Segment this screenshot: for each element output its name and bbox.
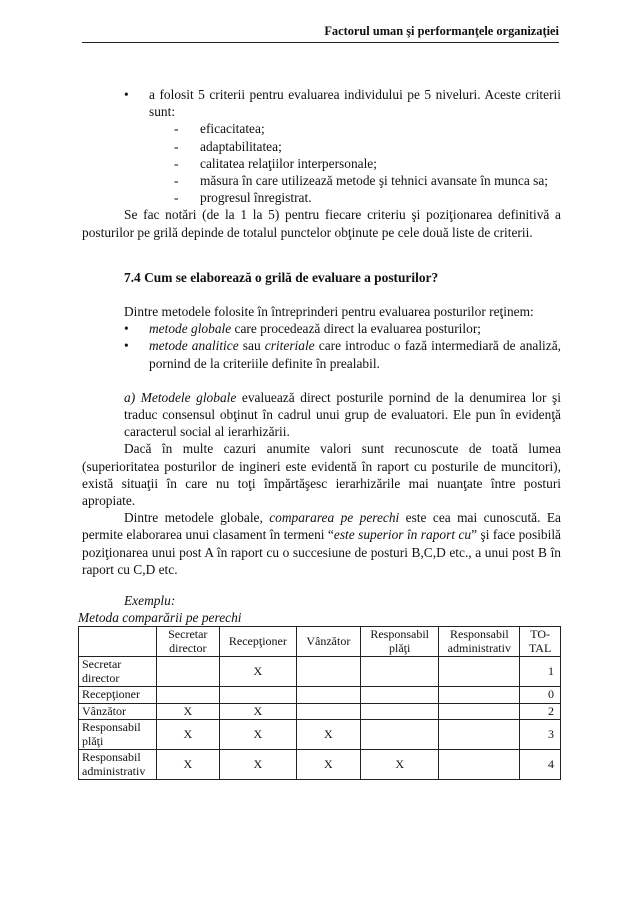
table-row: Responsabil plăţi X X X 3 [79,720,561,750]
example-label: Exemplu: [124,593,176,609]
comparison-table [78,626,561,780]
table-header-cell: Secretar director [156,627,220,657]
table-header-cell: TO-TAL [520,627,561,657]
row-total: 0 [520,687,561,704]
criteria-item: - măsura în care utilizează metode şi tehnici avansate în munca sa; [174,173,549,189]
table-header-cell [79,627,157,657]
bullet-icon: • [124,321,129,337]
page-header: Factorul uman şi performanţele organizaţiei [82,24,559,43]
bullet-criteria [82,86,561,120]
table-header-cell: Recepţioner [220,627,297,657]
table-row: Secretar director X 1 [79,657,561,687]
row-total: 2 [520,703,561,720]
paragraph-values: Dacă în multe cazuri anumite valori sunt recunoscute de toată lumea (superioritatea posturilor de ingineri este evidentă în raport cu posturile de muncitori), există situaţii în care nu toţi împărtăşesc ierarhizările mai nuanţate între posturi apropiate. [82,441,561,509]
criteria-item: - progresul înregistrat. [174,190,312,206]
row-label: Vânzător [79,703,157,720]
criteria-item: - calitatea relaţiilor interpersonale; [174,155,377,171]
row-total: 1 [520,657,561,687]
paragraph-compare: Dintre metodele globale, compararea pe perechi este cea mai cunoscută. Ea permite elaborarea unui clasament în termeni “este superior în raport cu” şi face posibilă poziţionarea unui post A în raport cu o succesiune de posturi B,C,D etc., a unui post B în raport cu C,D etc. [82,510,562,577]
row-total: 4 [520,750,561,780]
method-item: • metode globale care procedează direct la evaluarea posturilor; [124,321,481,337]
table-row: Vânzător X X 2 [79,703,561,720]
table-header-row [79,627,561,657]
row-total: 3 [520,720,561,750]
bullet-icon: • [124,338,129,354]
row-label: Responsabil plăţi [79,720,157,750]
bullet-icon: • [124,87,129,102]
table-title: Metoda comparării pe perechi [78,610,242,626]
row-label: Responsabil administrativ [79,750,157,780]
section-title: 7.4 Cum se elaborează o grilă de evaluare a posturilor? [124,269,439,285]
paragraph-global: a) Metodele globale evaluează direct posturile pornind de la denumirea lor şi traduc consensul obţinut în cadrul unui grup de evaluatori. Ele pun în evidenţă caracterul social al ierarhizării. [124,389,561,440]
table-header-cell: Responsabil plăţi [360,627,438,657]
method-item: • metode analitice sau criteriale care introduc o fază intermediară de analiză, pornind de la criteriile definite în prealabil. [124,338,562,371]
row-label: Recepţioner [79,687,157,704]
criteria-item: - eficacitatea; [174,121,265,137]
table-row [79,687,561,704]
dash-icon: - [174,121,179,137]
dash-icon: - [174,138,179,154]
paragraph-intro: Dintre metodele folosite în întreprinderi pentru evaluarea posturilor reţinem: [124,304,534,320]
bullet-text: a folosit 5 criterii pentru evaluarea individului pe 5 niveluri. Aceste criterii sunt: [149,87,561,120]
criteria-item: - adaptabilitatea; [174,138,282,154]
paragraph-notes: Se fac notări (de la 1 la 5) pentru fiecare criteriu şi poziţionarea definitivă a posturilor pe grilă depinde de totalul punctelor obţinute pe cele două liste de criterii. [82,207,561,240]
table-header-cell: Responsabil administrativ [439,627,520,657]
dash-icon: - [174,173,179,189]
table-header-cell: Vânzător [296,627,360,657]
dash-icon: - [174,190,179,206]
row-label: Secretar director [79,657,157,687]
table-row: Responsabil administrativ X X X X 4 [79,750,561,780]
page-content [78,86,562,780]
dash-icon: - [174,155,179,171]
